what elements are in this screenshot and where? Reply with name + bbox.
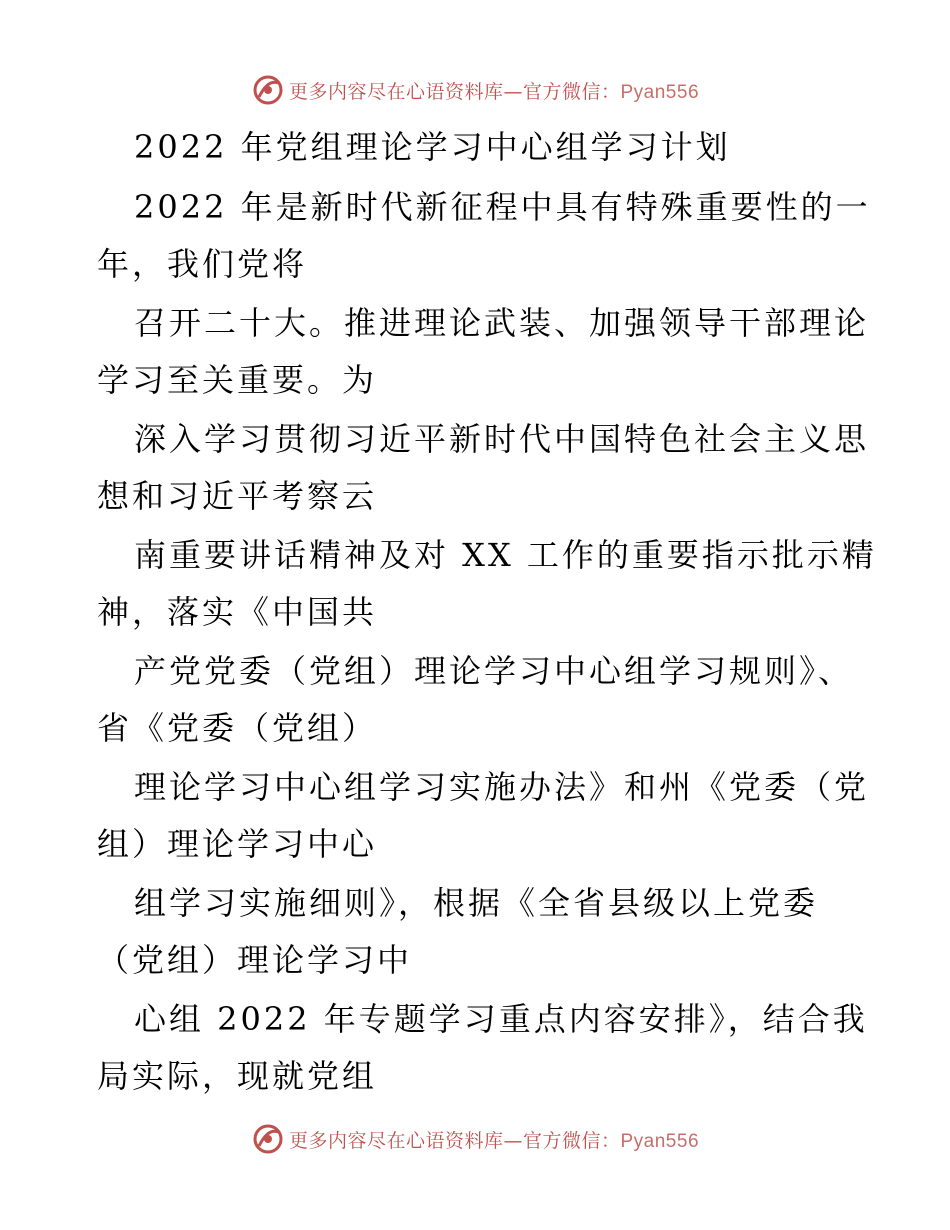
body-line: 组学习实施细则》，根据《全省县级以上党委 bbox=[134, 884, 819, 922]
brand-logo-icon bbox=[251, 73, 285, 107]
body-line: 学习至关重要。为 bbox=[97, 361, 378, 399]
body-line: （党组）理论学习中 bbox=[97, 941, 413, 979]
header-banner bbox=[0, 70, 950, 110]
body-line: 心组 2022 年专题学习重点内容安排》，结合我 bbox=[134, 1000, 868, 1038]
body-line: 理论学习中心组学习实施办法》和州《党委（党 bbox=[134, 768, 870, 806]
banner-text: 更多内容尽在心语资料库—官方微信：Pyan556 bbox=[288, 1129, 700, 1152]
body-line: 想和习近平考察云 bbox=[97, 477, 378, 515]
body-line: 召开二十大。推进理论武装、加强领导干部理论 bbox=[134, 304, 870, 342]
footer-banner bbox=[0, 1119, 950, 1159]
body-line: 深入学习贯彻习近平新时代中国特色社会主义思 bbox=[134, 420, 870, 458]
document-title: 2022 年党组理论学习中心组学习计划 bbox=[134, 128, 731, 166]
body-line: 局实际，现就党组 bbox=[97, 1057, 378, 1095]
body-line: 省《党委（党组） bbox=[97, 709, 378, 747]
body-line: 年，我们党将 bbox=[97, 245, 308, 283]
wechat-id: Pyan556 bbox=[620, 1130, 700, 1152]
body-line: 2022 年是新时代新征程中具有特殊重要性的一 bbox=[134, 188, 871, 226]
body-line: 组）理论学习中心 bbox=[97, 825, 378, 863]
body-line: 产党党委（党组）理论学习中心组学习规则》、 bbox=[134, 652, 854, 690]
brand-logo-icon bbox=[251, 1122, 285, 1156]
body-line: 神，落实《中国共 bbox=[97, 593, 378, 631]
wechat-id: Pyan556 bbox=[620, 81, 700, 103]
body-line: 南重要讲话精神及对 XX 工作的重要指示批示精 bbox=[134, 536, 877, 574]
banner-text: 更多内容尽在心语资料库—官方微信：Pyan556 bbox=[288, 80, 700, 103]
